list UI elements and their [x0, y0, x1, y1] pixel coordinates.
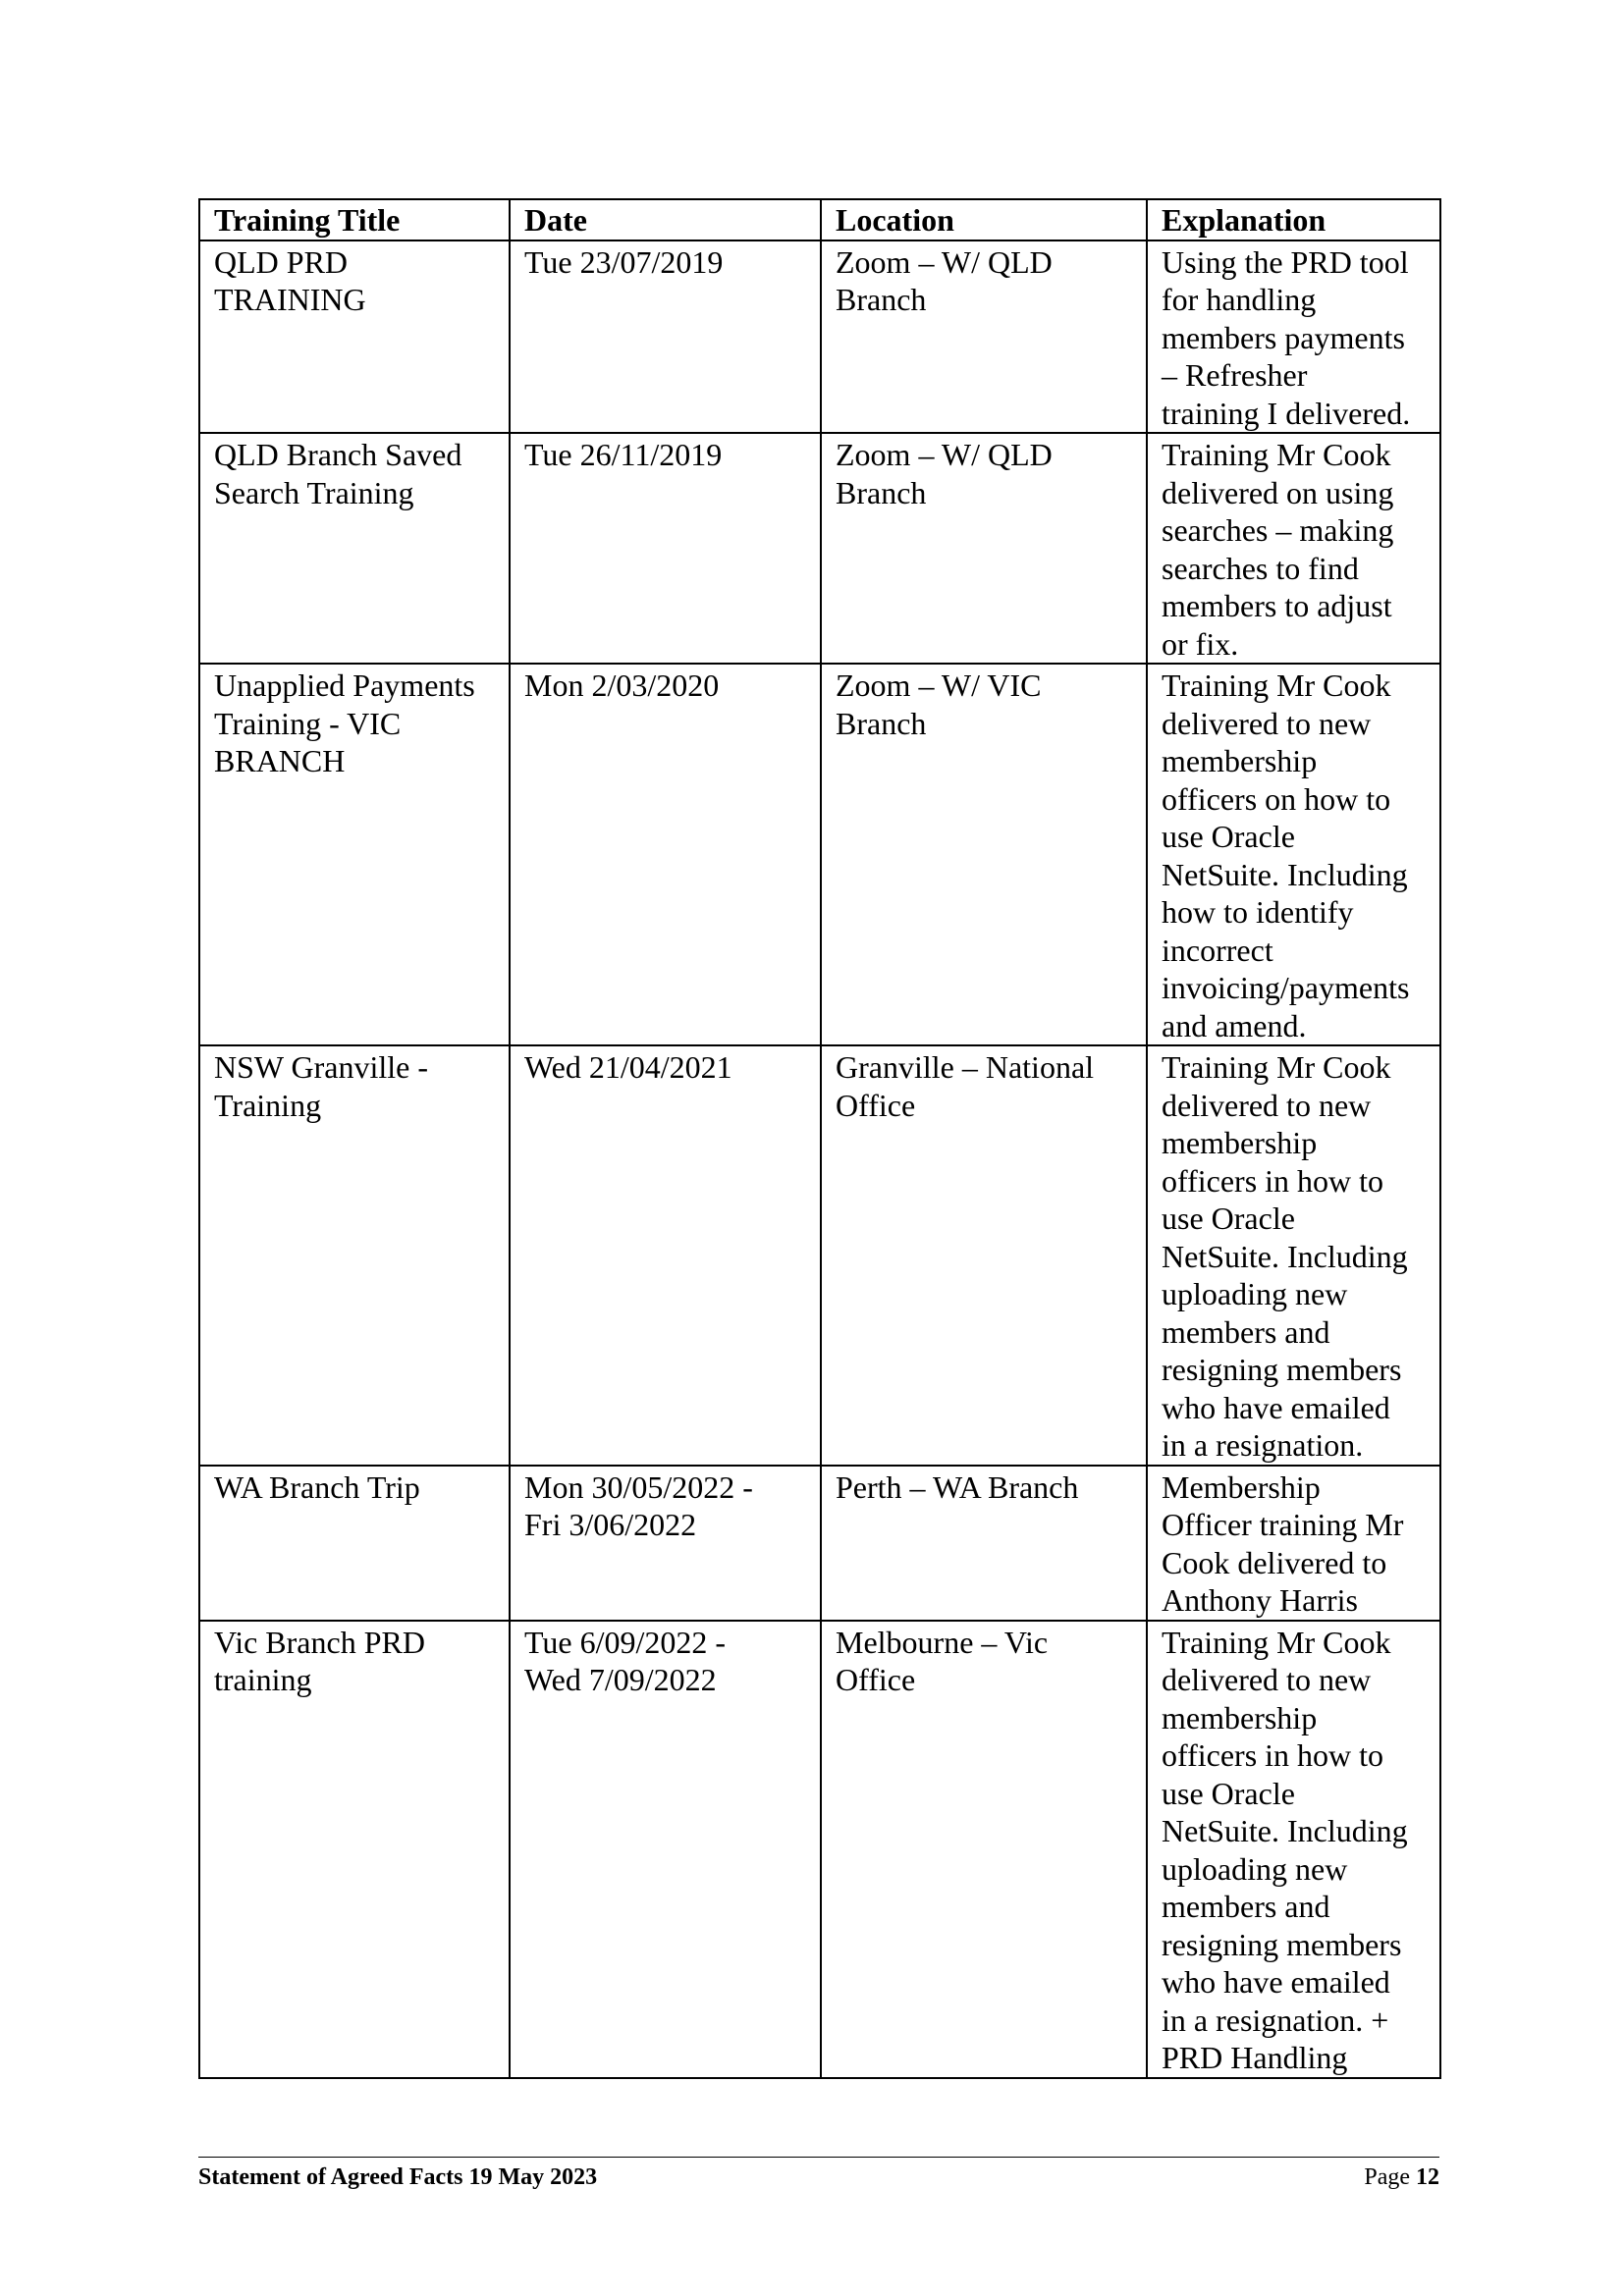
cell-text: Training Mr Cook delivered to new membership officers on how to use Oracle NetSuite. Including how to identify incorrect invoicing/payments and amend. [1162, 667, 1410, 1043]
cell-explanation [1147, 433, 1440, 664]
cell-location [821, 433, 1147, 664]
table-row [199, 1045, 1440, 1466]
cell-location [821, 1045, 1147, 1466]
table-row [199, 240, 1440, 434]
table-row [199, 664, 1440, 1045]
cell-text: Training Mr Cook delivered to new membership officers in how to use Oracle NetSuite. Including uploading new members and resigning members who have emailed in a resignation. [1162, 1049, 1408, 1463]
cell-location [821, 240, 1147, 434]
cell-text: Training Mr Cook delivered to new membership officers in how to use Oracle NetSuite. Including uploading new members and resigning members who have emailed in a resignation. + PRD Handling [1162, 1624, 1408, 2075]
cell-training-title [199, 664, 510, 1045]
cell-training-title [199, 240, 510, 434]
cell-text: Wed 21/04/2021 [524, 1049, 732, 1085]
cell-location [821, 664, 1147, 1045]
cell-explanation [1147, 240, 1440, 434]
footer-page-number [1364, 2163, 1439, 2192]
table-header-row [199, 199, 1440, 240]
header-date: Date [510, 199, 821, 240]
table-row [199, 433, 1440, 664]
cell-date [510, 1621, 821, 2078]
cell-text: QLD Branch Saved Search Training [214, 437, 462, 510]
cell-location [821, 1466, 1147, 1621]
cell-text: QLD PRD TRAINING [214, 243, 366, 317]
cell-text: NSW Granville - Training [214, 1049, 429, 1123]
page-number-value: 12 [1416, 2164, 1439, 2190]
cell-text: Tue 26/11/2019 [524, 437, 723, 472]
cell-text: Vic Branch PRD training [214, 1624, 425, 1697]
cell-text: Mon 30/05/2022 - Fri 3/06/2022 [524, 1468, 753, 1542]
cell-date [510, 664, 821, 1045]
cell-training-title [199, 1621, 510, 2078]
cell-text: Mon 2/03/2020 [524, 667, 720, 703]
page-label: Page [1364, 2164, 1416, 2190]
cell-text: Granville – National Office [836, 1049, 1095, 1123]
cell-location [821, 1621, 1147, 2078]
cell-text: Tue 23/07/2019 [524, 243, 724, 280]
cell-explanation [1147, 664, 1440, 1045]
cell-training-title [199, 433, 510, 664]
header-location: Location [821, 199, 1147, 240]
footer-divider [198, 2157, 1439, 2158]
cell-training-title [199, 1466, 510, 1621]
header-explanation: Explanation [1147, 199, 1440, 240]
header-training-title: Training Title [199, 199, 510, 240]
cell-date [510, 1466, 821, 1621]
training-table [198, 198, 1441, 2079]
cell-explanation [1147, 1045, 1440, 1466]
cell-text: Melbourne – Vic Office [836, 1624, 1049, 1697]
cell-explanation [1147, 1466, 1440, 1621]
cell-text: Using the PRD tool for handling members payments – Refresher training I delivered. [1162, 243, 1411, 431]
cell-text: Zoom – W/ QLD Branch [836, 243, 1053, 317]
cell-text: Training Mr Cook delivered on using searches – making searches to find members to adjust or fix. [1162, 437, 1394, 662]
cell-explanation [1147, 1621, 1440, 2078]
table-row [199, 1621, 1440, 2078]
table-row [199, 1466, 1440, 1621]
cell-text: Zoom – W/ VIC Branch [836, 667, 1042, 741]
cell-text: Tue 6/09/2022 - Wed 7/09/2022 [524, 1624, 727, 1697]
cell-date [510, 240, 821, 434]
cell-text: Perth – WA Branch [836, 1468, 1079, 1505]
cell-text: Membership Officer training Mr Cook delivered to Anthony Harris [1162, 1468, 1404, 1618]
cell-date [510, 433, 821, 664]
cell-date [510, 1045, 821, 1466]
footer-document-title: Statement of Agreed Facts 19 May 2023 [198, 2164, 598, 2190]
cell-text: Unapplied Payments Training - VIC BRANCH [214, 667, 475, 778]
cell-text: WA Branch Trip [214, 1468, 420, 1505]
cell-training-title [199, 1045, 510, 1466]
cell-text: Zoom – W/ QLD Branch [836, 437, 1053, 510]
